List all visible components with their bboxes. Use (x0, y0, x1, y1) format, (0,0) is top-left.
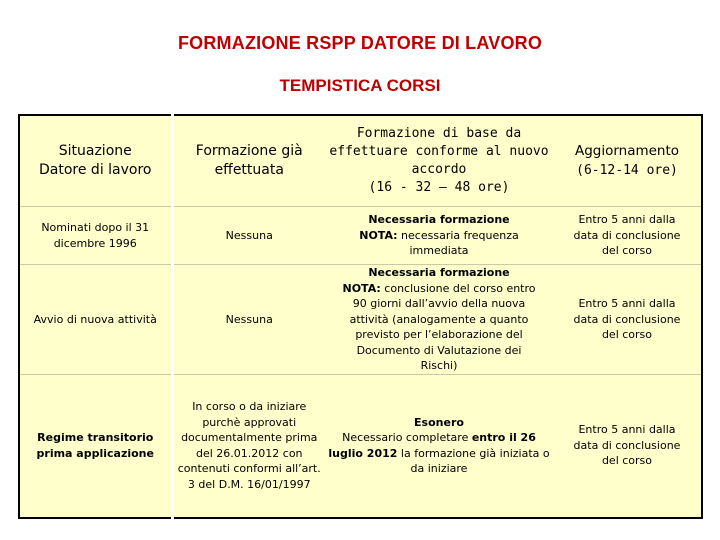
cell-formazione-da-effettuare: Esonero Necessario completare entro il 26 luglio 2012 la formazione già iniziata o da iniziare (325, 374, 553, 518)
header-aggiornamento: Aggiornamento (6-12-14 ore) (553, 115, 702, 207)
cell-formazione-da-effettuare: Necessaria formazione NOTA: conclusione del corso entro 90 giorni dall’avvio della nuova attività (analogamente a quanto previsto per l’elaborazione del Documento di Valutazione dei Rischi) (325, 265, 553, 375)
cell-formazione-effettuata: In corso o da iniziare purchè approvati documentalmente prima del 26.01.2012 con contenuti conformi all’art. 3 del D.M. 16/01/1997 (172, 374, 325, 518)
cell-aggiornamento: Entro 5 anni dalla data di conclusione del corso (553, 207, 702, 265)
table-header-row (19, 115, 702, 207)
table-row (19, 207, 702, 265)
table-row (19, 265, 702, 375)
header-formazione-effettuata: Formazione già effettuata (172, 115, 325, 207)
page-title: FORMAZIONE RSPP DATORE DI LAVORO (177, 33, 543, 53)
cell-formazione-effettuata: Nessuna (172, 207, 325, 265)
page-subtitle: TEMPISTICA CORSI (279, 76, 441, 95)
cell-situazione: Nominati dopo il 31 dicembre 1996 (19, 207, 172, 265)
cell-formazione-da-effettuare: Necessaria formazione NOTA: necessaria frequenza immediata (325, 207, 553, 265)
cell-aggiornamento: Entro 5 anni dalla data di conclusione del corso (553, 374, 702, 518)
cell-formazione-effettuata: Nessuna (172, 265, 325, 375)
header-formazione-da-effettuare: Formazione di base da effettuare conforme al nuovo accordo (16 - 32 – 48 ore) (325, 115, 553, 207)
header-situazione: Situazione Datore di lavoro (19, 115, 172, 207)
cell-aggiornamento: Entro 5 anni dalla data di conclusione del corso (553, 265, 702, 375)
courses-timing-table (18, 114, 703, 519)
cell-situazione: Avvio di nuova attività (19, 265, 172, 375)
table-row (19, 374, 702, 518)
cell-situazione: Regime transitorio prima applicazione (19, 374, 172, 518)
